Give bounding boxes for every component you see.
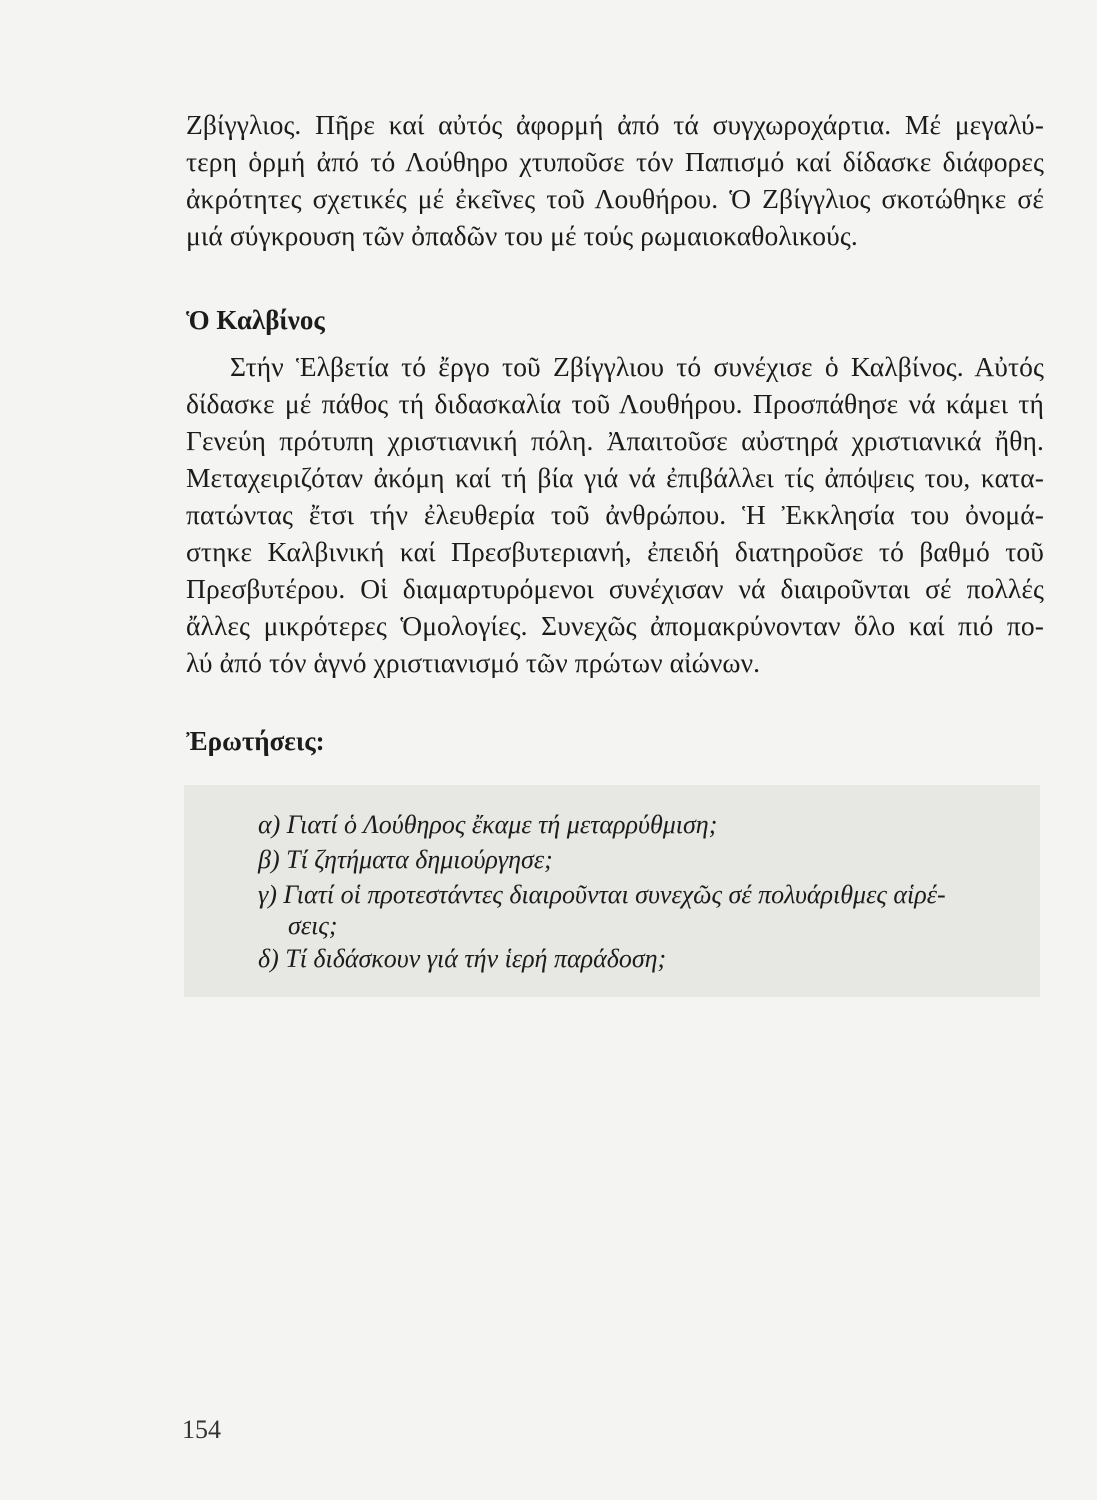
text-line: Πρεσβυτέρου. Οἱ διαμαρτυρόμενοι συνέχισαν νά διαιροῦνται σέ πολλές [186, 573, 1044, 604]
text-line: ἄλλες μικρότερες Ὁμολογίες. Συνεχῶς ἀπομακρύνονταν ὅλο καί πιό πο- [186, 610, 1044, 641]
question-item: γ) Γιατί οἱ προτεστάντες διαιροῦνται συνεχῶς σέ πολυάριθμες αἱρέ- [258, 880, 946, 909]
questions-heading: Ἐρωτήσεις: [186, 726, 325, 756]
text-line: Γενεύη πρότυπη χριστιανική πόλη. Ἀπαιτοῦσε αὐστηρά χριστιανικά ἤθη. [186, 425, 1044, 456]
question-item: δ) Τί διδάσκουν γιά τήν ἱερή παράδοση; [258, 944, 667, 973]
text-line: πατώντας ἔτσι τήν ἐλευθερία τοῦ ἀνθρώπου. Ἡ Ἐκκλησία του ὀνομά- [186, 499, 1044, 530]
question-item: α) Γιατί ὁ Λούθηρος ἔκαμε τή μεταρρύθμιση; [258, 810, 718, 839]
text-line: δίδασκε μέ πάθος τή διδασκαλία τοῦ Λουθήρου. Προσπάθησε νά κάμει τή [186, 388, 1044, 419]
text-line: στηκε Καλβινική καί Πρεσβυτεριανή, ἐπειδή διατηροῦσε τό βαθμό τοῦ [186, 536, 1044, 567]
text-line: ἀκρότητες σχετικές μέ ἐκεῖνες τοῦ Λουθήρου. Ὁ Ζβίγγλιος σκοτώθηκε σέ [186, 183, 1044, 214]
text-line: μιά σύγκρουση τῶν ὀπαδῶν του μέ τούς ρωμαιοκαθολικούς. [186, 220, 858, 251]
text-line: Στήν Ἑλβετία τό ἔργο τοῦ Ζβίγγλιου τό συνέχισε ὁ Καλβίνος. Αὐτός [230, 351, 1044, 382]
text-line: Ζβίγγλιος. Πῆρε καί αὐτός ἀφορμή ἀπό τά συγχωροχάρτια. Μέ μεγαλύ- [186, 109, 1044, 140]
text-line: τερη ὁρμή ἀπό τό Λούθηρο χτυποῦσε τόν Παπισμό καί δίδασκε διάφορες [186, 146, 1044, 177]
page-number: 154 [182, 1415, 221, 1444]
question-item: β) Τί ζητήματα δημιούργησε; [258, 845, 553, 874]
question-item: σεις; [288, 911, 338, 940]
section-heading: Ὁ Καλβίνος [186, 305, 325, 335]
text-line: λύ ἀπό τόν ἁγνό χριστιανισμό τῶν πρώτων αἰώνων. [186, 647, 761, 678]
text-line: Μεταχειριζόταν ἀκόμη καί τή βία γιά νά ἐπιβάλλει τίς ἀπόψεις του, κατα- [186, 462, 1044, 493]
